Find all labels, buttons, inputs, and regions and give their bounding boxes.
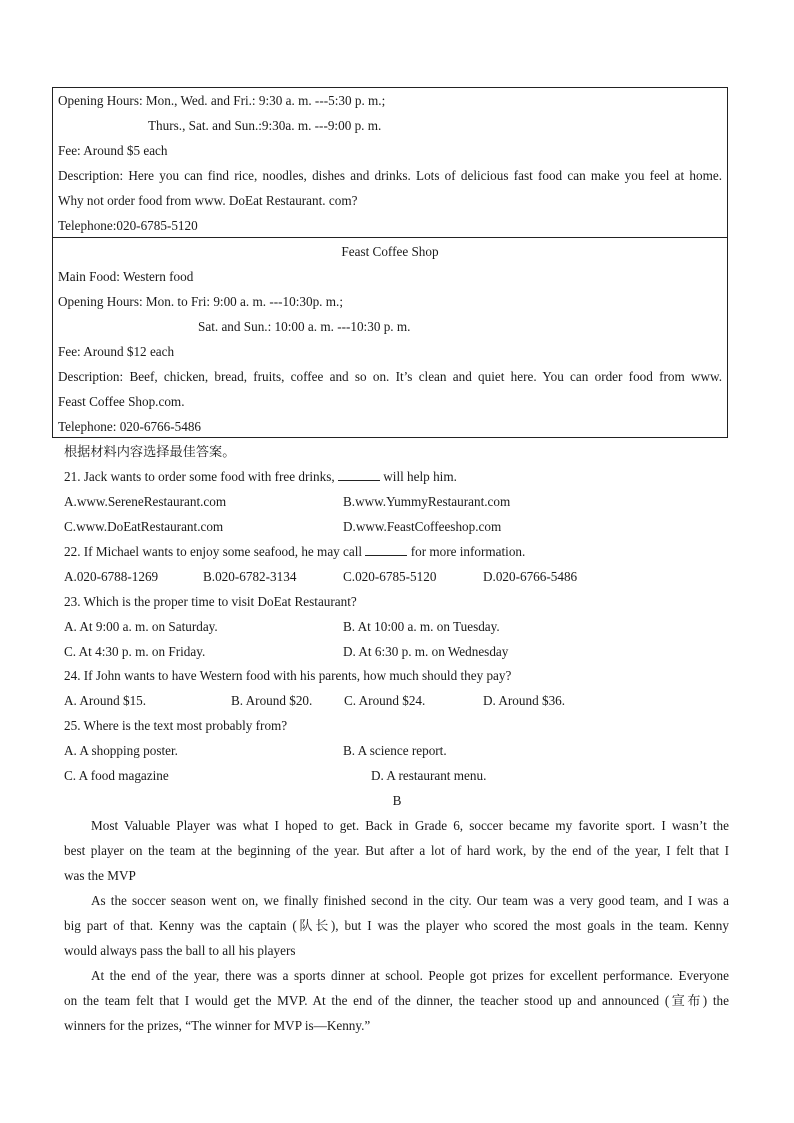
option-21-b: B.www.YummyRestaurant.com — [343, 494, 511, 509]
telephone-line: Telephone: 020-6766-5486 — [58, 419, 202, 434]
passage-p3-line-1: At the end of the year, there was a sports dinner at school. People got prizes for excellent performance. Everyone — [91, 968, 729, 983]
opening-hours-line-1: Opening Hours: Mon. to Fri: 9:00 a. m. ---10:30p. m.; — [58, 294, 343, 309]
option-25-b: B. A science report. — [343, 743, 447, 758]
question-22-stem-start: 22. If Michael wants to enjoy some seafood, he may call — [64, 544, 366, 559]
option-22-a: A.020-6788-1269 — [64, 569, 159, 584]
passage-p1-line-1: Most Valuable Player was what I hoped to get. Back in Grade 6, soccer became my favorite sport. I wasn’t the — [91, 818, 729, 833]
opening-hours-line-2: Sat. and Sun.: 10:00 a. m. ---10:30 p. m. — [198, 319, 411, 334]
description-line-2: Why not order food from www. DoEat Restaurant. com? — [58, 193, 358, 208]
option-24-d: D. Around $36. — [483, 693, 566, 708]
option-25-c: C. A food magazine — [64, 768, 169, 783]
opening-hours-line-2: Thurs., Sat. and Sun.:9:30a. m. ---9:00 p. m. — [148, 118, 382, 133]
option-23-d: D. At 6:30 p. m. on Wednesday — [343, 644, 509, 659]
option-24-b: B. Around $20. — [231, 693, 313, 708]
option-21-a: A.www.SereneRestaurant.com — [64, 494, 227, 509]
question-22-stem-end: for more information. — [407, 544, 526, 559]
question-25-stem: 25. Where is the text most probably from? — [64, 718, 288, 733]
passage-p2-line-1: As the soccer season went on, we finally finished second in the city. Our team was a very good team, and I was a — [91, 893, 729, 908]
answer-blank — [365, 543, 407, 556]
section-b-heading: B — [392, 793, 402, 808]
question-22-stem — [64, 539, 525, 564]
doeat-restaurant-info-box — [52, 87, 728, 238]
option-23-c: C. At 4:30 p. m. on Friday. — [64, 644, 206, 659]
option-24-c: C. Around $24. — [344, 693, 426, 708]
option-21-d: D.www.FeastCoffeeshop.com — [343, 519, 502, 534]
question-21-stem — [64, 464, 457, 489]
description-line-1: Description: Here you can find rice, noodles, dishes and drinks. Lots of delicious fast food can make you feel at home. — [58, 168, 722, 183]
question-21-stem-end: will help him. — [379, 469, 457, 484]
passage-p1-line-2: best player on the team at the beginning of the year. But after a lot of hard work, by the end of the year, I felt that I — [64, 843, 729, 858]
question-23-stem: 23. Which is the proper time to visit DoEat Restaurant? — [64, 594, 357, 609]
question-24-stem: 24. If John wants to have Western food with his parents, how much should they pay? — [64, 668, 512, 683]
description-line-1: Description: Beef, chicken, bread, fruits, coffee and so on. It’s clean and quiet here. You can order food from www. — [58, 369, 722, 384]
passage-p3-line-2: on the team felt that I would get the MVP. At the end of the dinner, the teacher stood up and announced (宣布) the — [64, 993, 729, 1008]
option-23-b: B. At 10:00 a. m. on Tuesday. — [343, 619, 500, 634]
option-22-d: D.020-6766-5486 — [483, 569, 578, 584]
answer-blank — [338, 468, 380, 481]
option-25-d: D. A restaurant menu. — [371, 768, 487, 783]
description-line-2: Feast Coffee Shop.com. — [58, 394, 185, 409]
fee-line: Fee: Around $12 each — [58, 344, 175, 359]
option-22-c: C.020-6785-5120 — [343, 569, 437, 584]
option-22-b: B.020-6782-3134 — [203, 569, 297, 584]
passage-p3-line-3: winners for the prizes, “The winner for MVP is—Kenny.” — [64, 1018, 371, 1033]
feast-coffee-shop-info-box — [52, 237, 728, 438]
passage-p1-line-3: was the MVP — [64, 868, 136, 883]
shop-title: Feast Coffee Shop — [341, 244, 439, 259]
option-24-a: A. Around $15. — [64, 693, 147, 708]
opening-hours-line-1: Opening Hours: Mon., Wed. and Fri.: 9:30 a. m. ---5:30 p. m.; — [58, 93, 386, 108]
instruction-text: 根据材料内容选择最佳答案。 — [64, 444, 236, 459]
fee-line: Fee: Around $5 each — [58, 143, 168, 158]
option-21-c: C.www.DoEatRestaurant.com — [64, 519, 224, 534]
telephone-line: Telephone:020-6785-5120 — [58, 218, 198, 233]
option-23-a: A. At 9:00 a. m. on Saturday. — [64, 619, 218, 634]
main-food-line: Main Food: Western food — [58, 269, 194, 284]
passage-p2-line-3: would always pass the ball to all his players — [64, 943, 296, 958]
option-25-a: A. A shopping poster. — [64, 743, 178, 758]
question-21-stem-start: 21. Jack wants to order some food with free drinks, — [64, 469, 338, 484]
passage-p2-line-2: big part of that. Kenny was the captain (队长), but I was the player who scored the most goals in the team. Kenny — [64, 918, 729, 933]
